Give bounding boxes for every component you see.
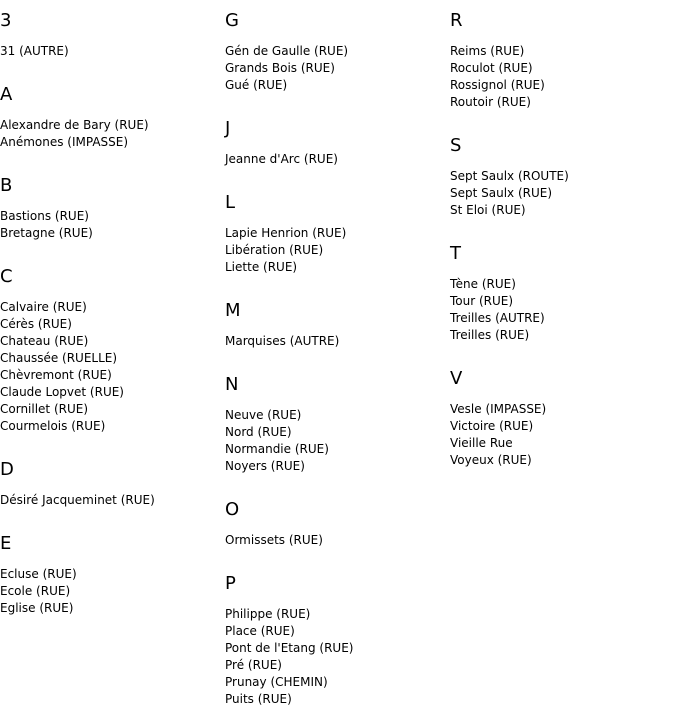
group-spacer xyxy=(225,350,450,373)
street-link[interactable]: Claude Lopvet (RUE) xyxy=(0,385,124,399)
street-link[interactable]: Treilles (RUE) xyxy=(450,328,530,342)
group-spacer xyxy=(225,549,450,572)
group-spacer xyxy=(450,219,675,242)
letter-heading: G xyxy=(225,10,239,31)
street-list xyxy=(225,532,450,549)
letter-heading: E xyxy=(0,533,12,554)
group-spacer xyxy=(225,276,450,299)
street-link[interactable]: Pont de l'Etang (RUE) xyxy=(225,641,354,655)
letter-group xyxy=(450,367,675,469)
street-link[interactable]: Pré (RUE) xyxy=(225,658,282,672)
letter-group xyxy=(450,9,675,111)
street-link[interactable]: Lapie Henrion (RUE) xyxy=(225,226,347,240)
index-column-3 xyxy=(450,9,675,469)
group-spacer xyxy=(225,94,450,117)
street-link[interactable]: Sept Saulx (ROUTE) xyxy=(450,169,569,183)
street-link[interactable]: Ecluse (RUE) xyxy=(0,567,77,581)
letter-heading: A xyxy=(0,84,13,105)
group-spacer xyxy=(450,344,675,367)
street-list xyxy=(225,333,450,350)
street-link[interactable]: Noyers (RUE) xyxy=(225,459,305,473)
street-link[interactable]: Alexandre de Bary (RUE) xyxy=(0,118,149,132)
letter-group xyxy=(225,117,450,168)
street-link[interactable]: Jeanne d'Arc (RUE) xyxy=(225,152,338,166)
street-link[interactable]: Tène (RUE) xyxy=(450,277,516,291)
group-spacer xyxy=(0,60,225,83)
street-list xyxy=(225,43,450,94)
street-link[interactable]: Nord (RUE) xyxy=(225,425,292,439)
street-link[interactable]: Reims (RUE) xyxy=(450,44,525,58)
street-link[interactable]: Sept Saulx (RUE) xyxy=(450,186,553,200)
street-link[interactable]: Cérès (RUE) xyxy=(0,317,72,331)
street-link[interactable]: Philippe (RUE) xyxy=(225,607,311,621)
group-spacer xyxy=(0,435,225,458)
letter-group xyxy=(450,134,675,219)
street-link[interactable]: 31 (AUTRE) xyxy=(0,44,69,58)
letter-group xyxy=(225,373,450,475)
street-list xyxy=(450,168,675,219)
street-link[interactable]: Grands Bois (RUE) xyxy=(225,61,335,75)
street-link[interactable]: Chaussée (RUELLE) xyxy=(0,351,118,365)
street-link[interactable]: Neuve (RUE) xyxy=(225,408,302,422)
letter-heading: J xyxy=(225,118,231,139)
street-list xyxy=(0,117,225,151)
street-link[interactable]: Gué (RUE) xyxy=(225,78,288,92)
street-link[interactable]: Rossignol (RUE) xyxy=(450,78,545,92)
letter-group xyxy=(225,572,450,708)
group-spacer xyxy=(450,111,675,134)
street-link[interactable]: Voyeux (RUE) xyxy=(450,453,532,467)
group-spacer xyxy=(0,151,225,174)
letter-heading: N xyxy=(225,374,239,395)
street-list xyxy=(225,225,450,276)
street-list xyxy=(225,151,450,168)
letter-heading: P xyxy=(225,573,236,594)
letter-group xyxy=(0,458,225,509)
street-link[interactable]: Gén de Gaulle (RUE) xyxy=(225,44,349,58)
street-list xyxy=(0,492,225,509)
street-link[interactable]: Liette (RUE) xyxy=(225,260,298,274)
street-link[interactable]: Vesle (IMPASSE) xyxy=(450,402,547,416)
street-link[interactable]: Normandie (RUE) xyxy=(225,442,329,456)
street-link[interactable]: Treilles (AUTRE) xyxy=(450,311,545,325)
letter-group xyxy=(225,498,450,549)
letter-heading: C xyxy=(0,266,13,287)
letter-heading: T xyxy=(450,243,461,264)
group-spacer xyxy=(225,475,450,498)
street-link[interactable]: Vieille Rue xyxy=(450,436,513,450)
letter-group xyxy=(0,532,225,617)
letter-group xyxy=(0,174,225,242)
street-link[interactable]: Eglise (RUE) xyxy=(0,601,74,615)
group-spacer xyxy=(0,509,225,532)
street-link[interactable]: Roculot (RUE) xyxy=(450,61,533,75)
letter-heading: L xyxy=(225,192,236,213)
street-link[interactable]: Victoire (RUE) xyxy=(450,419,534,433)
street-link[interactable]: Place (RUE) xyxy=(225,624,295,638)
street-link[interactable]: Bretagne (RUE) xyxy=(0,226,93,240)
street-list xyxy=(0,43,225,60)
letter-group xyxy=(225,191,450,276)
street-link[interactable]: Chateau (RUE) xyxy=(0,334,89,348)
street-list xyxy=(450,276,675,344)
street-list xyxy=(225,407,450,475)
street-link[interactable]: St Eloi (RUE) xyxy=(450,203,526,217)
street-link[interactable]: Libération (RUE) xyxy=(225,243,324,257)
street-link[interactable]: Chèvremont (RUE) xyxy=(0,368,112,382)
group-spacer xyxy=(225,168,450,191)
letter-heading: M xyxy=(225,300,241,321)
street-link[interactable]: Cornillet (RUE) xyxy=(0,402,89,416)
street-link[interactable]: Tour (RUE) xyxy=(450,294,514,308)
street-link[interactable]: Calvaire (RUE) xyxy=(0,300,87,314)
street-link[interactable]: Désiré Jacqueminet (RUE) xyxy=(0,493,155,507)
index-column-2 xyxy=(225,9,450,708)
index-column-1 xyxy=(0,9,225,617)
street-list xyxy=(0,299,225,435)
letter-heading: D xyxy=(0,459,14,480)
street-link[interactable]: Prunay (CHEMIN) xyxy=(225,675,328,689)
group-spacer xyxy=(0,242,225,265)
street-link[interactable]: Marquises (AUTRE) xyxy=(225,334,340,348)
street-link[interactable]: Bastions (RUE) xyxy=(0,209,89,223)
street-link[interactable]: Ecole (RUE) xyxy=(0,584,71,598)
street-list xyxy=(0,208,225,242)
letter-group xyxy=(0,9,225,60)
letter-group xyxy=(450,242,675,344)
letter-group xyxy=(0,83,225,151)
letter-heading: R xyxy=(450,10,463,31)
letter-heading: B xyxy=(0,175,13,196)
letter-heading: S xyxy=(450,135,462,156)
letter-group xyxy=(0,265,225,435)
street-list xyxy=(450,401,675,469)
letter-heading: V xyxy=(450,368,463,389)
street-link[interactable]: Routoir (RUE) xyxy=(450,95,531,109)
street-link[interactable]: Anémones (IMPASSE) xyxy=(0,135,129,149)
street-list xyxy=(225,606,450,708)
letter-heading: O xyxy=(225,499,240,520)
street-link[interactable]: Puits (RUE) xyxy=(225,692,292,706)
letter-heading: 3 xyxy=(0,10,12,31)
street-list xyxy=(450,43,675,111)
street-link[interactable]: Ormissets (RUE) xyxy=(225,533,323,547)
street-link[interactable]: Courmelois (RUE) xyxy=(0,419,106,433)
street-list xyxy=(0,566,225,617)
letter-group xyxy=(225,299,450,350)
letter-group xyxy=(225,9,450,94)
